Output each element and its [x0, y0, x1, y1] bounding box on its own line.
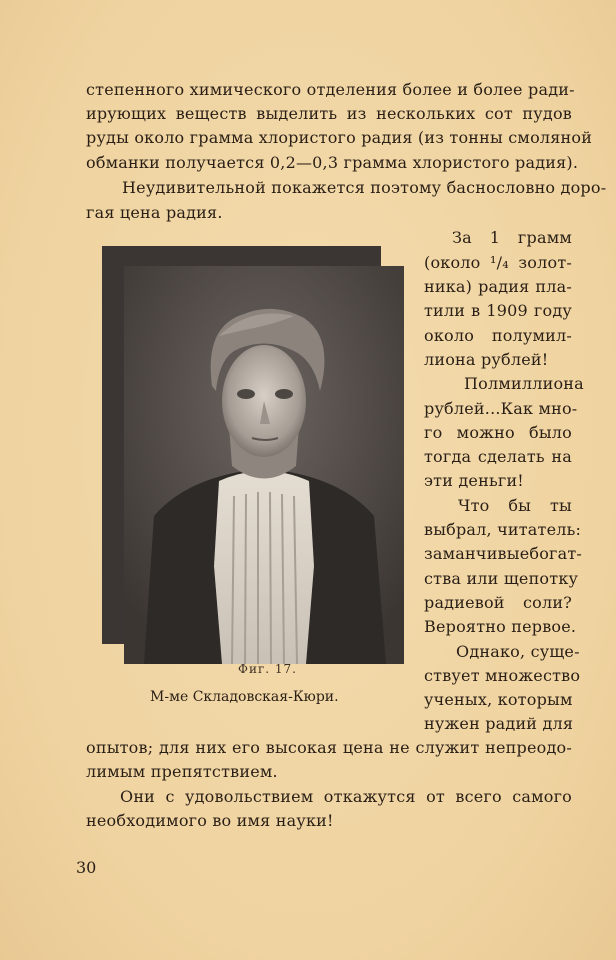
- text-line: ника) радия пла-: [424, 277, 572, 296]
- text-line: радиевой соли?: [424, 593, 572, 612]
- text-line: Полмиллиона: [464, 374, 584, 393]
- text-line: За 1 грамм: [452, 228, 572, 247]
- figure-label: Фиг. 17.: [238, 662, 297, 676]
- text-line: нужен радий для: [424, 714, 574, 733]
- text-line: ствует множество: [424, 666, 581, 685]
- text-line: гая цена радия.: [86, 203, 223, 222]
- text-line: лиона рублей!: [424, 350, 549, 369]
- text-line: около полумил-: [424, 326, 572, 345]
- text-line: ирующих веществ выделить из нескольких сот пудов: [86, 104, 572, 123]
- text-line: обманки получается 0,2—0,3 грамма хлористого радия).: [86, 153, 579, 172]
- text-line: Вероятно первое.: [424, 617, 577, 636]
- text-line: лимым препятствием.: [86, 762, 278, 781]
- text-line: (около ¹/₄ золот-: [424, 253, 572, 272]
- portrait-photo: [124, 266, 404, 664]
- text-line: ученых, которым: [424, 690, 573, 709]
- figure-caption: М-ме Складовская-Кюри.: [150, 689, 339, 705]
- text-line: ства или щепотку: [424, 569, 579, 588]
- portrait-image: [124, 266, 404, 664]
- text-line: опытов; для них его высокая цена не служит непреодо-: [86, 738, 572, 757]
- text-line: тогда сделать на: [424, 447, 572, 466]
- text-line: степенного химического отделения более и более ради-: [86, 80, 575, 99]
- text-line: рублей...Как мно-: [424, 399, 578, 418]
- text-line: выбрал, читатель:: [424, 520, 582, 539]
- text-line: эти деньги!: [424, 471, 524, 490]
- text-line: Они с удовольствием откажутся от всего самого: [120, 787, 572, 806]
- text-line: Неудивительной покажется поэтому баснословно доро-: [122, 178, 607, 197]
- text-line: тили в 1909 году: [424, 301, 572, 320]
- text-line: руды около грамма хлористого радия (из тонны смоляной: [86, 128, 593, 147]
- text-line: Что бы ты: [458, 496, 572, 515]
- page-number: 30: [76, 858, 97, 877]
- text-line: необходимого во имя науки!: [86, 811, 334, 830]
- text-line: го можно было: [424, 423, 572, 442]
- text-line: Однако, суще-: [456, 642, 580, 661]
- text-line: заманчивыебогат-: [424, 544, 583, 563]
